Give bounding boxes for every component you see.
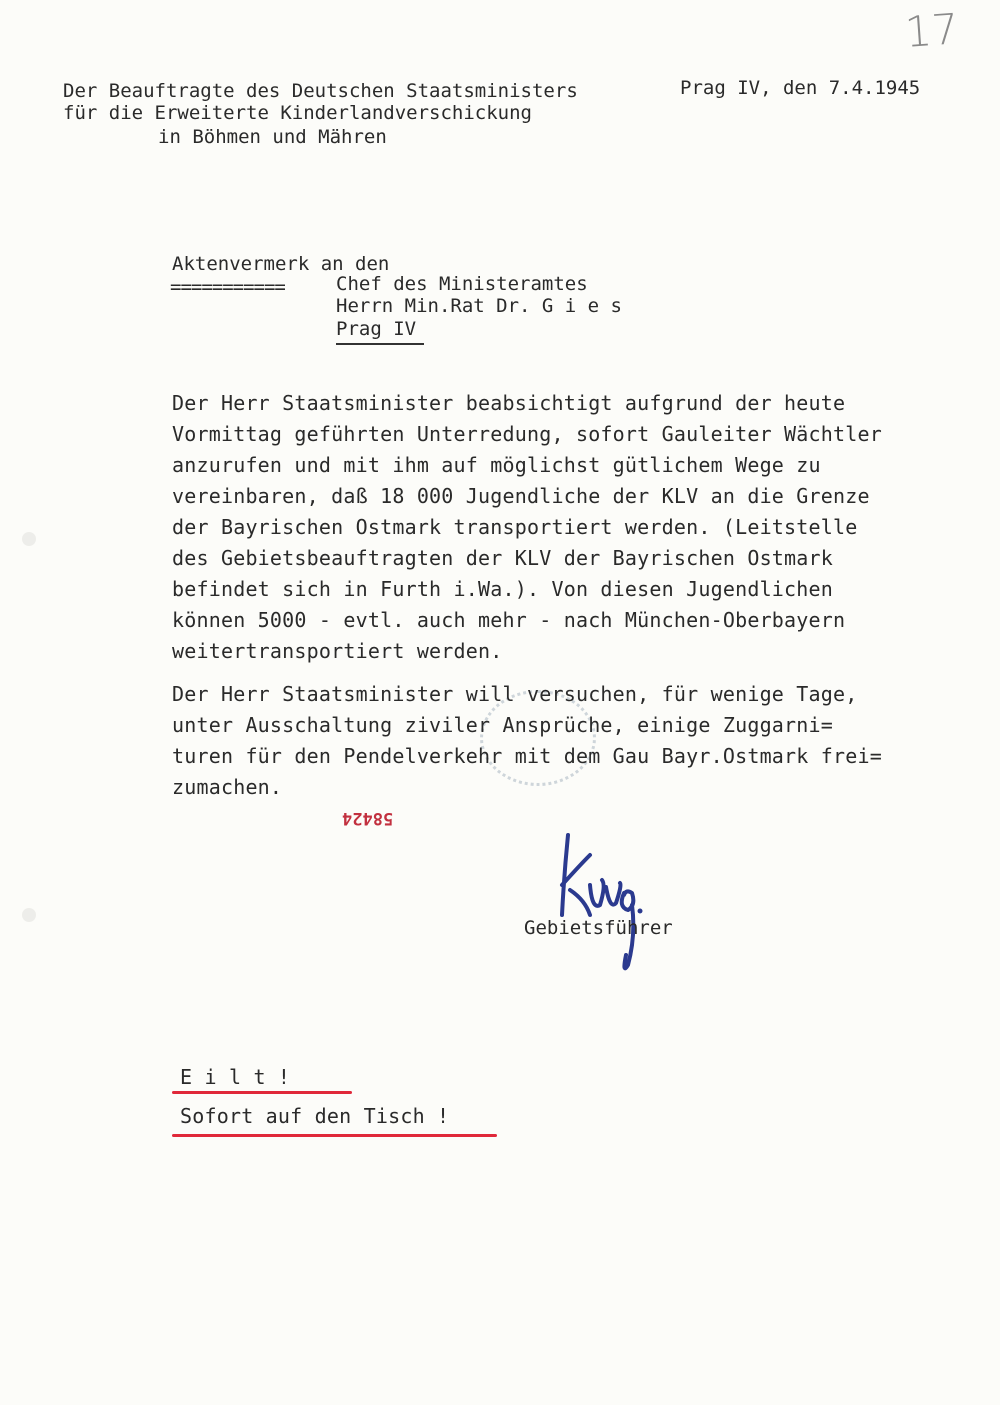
body-line: weitertransportiert werden. <box>172 639 503 663</box>
red-underline-2 <box>172 1134 497 1137</box>
urgent-line-1: E i l t ! <box>180 1065 291 1089</box>
urgent-line-2: Sofort auf den Tisch ! <box>180 1104 450 1128</box>
body-line: unter Ausschaltung ziviler Ansprüche, einige Zuggarni= <box>172 713 834 737</box>
sender-line-3: in Böhmen und Mähren <box>158 126 387 148</box>
memo-underline-mark: =========== <box>170 276 285 298</box>
body-line: der Bayrischen Ostmark transportiert werden. (Leitstelle <box>172 515 858 539</box>
punch-hole <box>22 908 36 922</box>
sender-line-2: für die Erweiterte Kinderlandverschickung <box>63 102 532 124</box>
body-line: zumachen. <box>172 775 283 799</box>
body-line: Der Herr Staatsminister will versuchen, für wenige Tage, <box>172 682 858 706</box>
body-line: anzurufen und mit ihm auf möglichst gütlichem Wege zu <box>172 453 821 477</box>
body-line: des Gebietsbeauftragten der KLV der Bayrischen Ostmark <box>172 546 834 570</box>
body-line: können 5000 - evtl. auch mehr - nach München-Oberbayern <box>172 608 846 632</box>
recipient-line-1: Chef des Ministeramtes <box>336 273 588 295</box>
body-line: turen für den Pendelverkehr mit dem Gau Bayr.Ostmark frei= <box>172 744 882 768</box>
body-line: Vormittag geführten Unterredung, sofort Gauleiter Wächtler <box>172 422 882 446</box>
red-underline-1 <box>172 1091 352 1094</box>
registry-stamp: 58424 <box>342 808 394 828</box>
recipient-line-3: Prag IV <box>336 318 417 340</box>
recipient-underline <box>336 343 424 345</box>
signature <box>540 815 650 985</box>
recipient-line-2: Herrn Min.Rat Dr. G i e s <box>336 295 622 317</box>
page-number: 17 <box>903 4 961 57</box>
punch-hole <box>22 532 36 546</box>
memo-title: Aktenvermerk an den <box>172 253 390 275</box>
place-date: Prag IV, den 7.4.1945 <box>680 77 921 99</box>
body-line: vereinbaren, daß 18 000 Jugendliche der KLV an die Grenze <box>172 484 870 508</box>
body-line: befindet sich in Furth i.Wa.). Von diesen Jugendlichen <box>172 577 834 601</box>
signatory-title: Gebietsführer <box>524 917 673 939</box>
sender-line-1: Der Beauftragte des Deutschen Staatsministers <box>63 80 578 102</box>
body-line: Der Herr Staatsminister beabsichtigt aufgrund der heute <box>172 391 846 415</box>
